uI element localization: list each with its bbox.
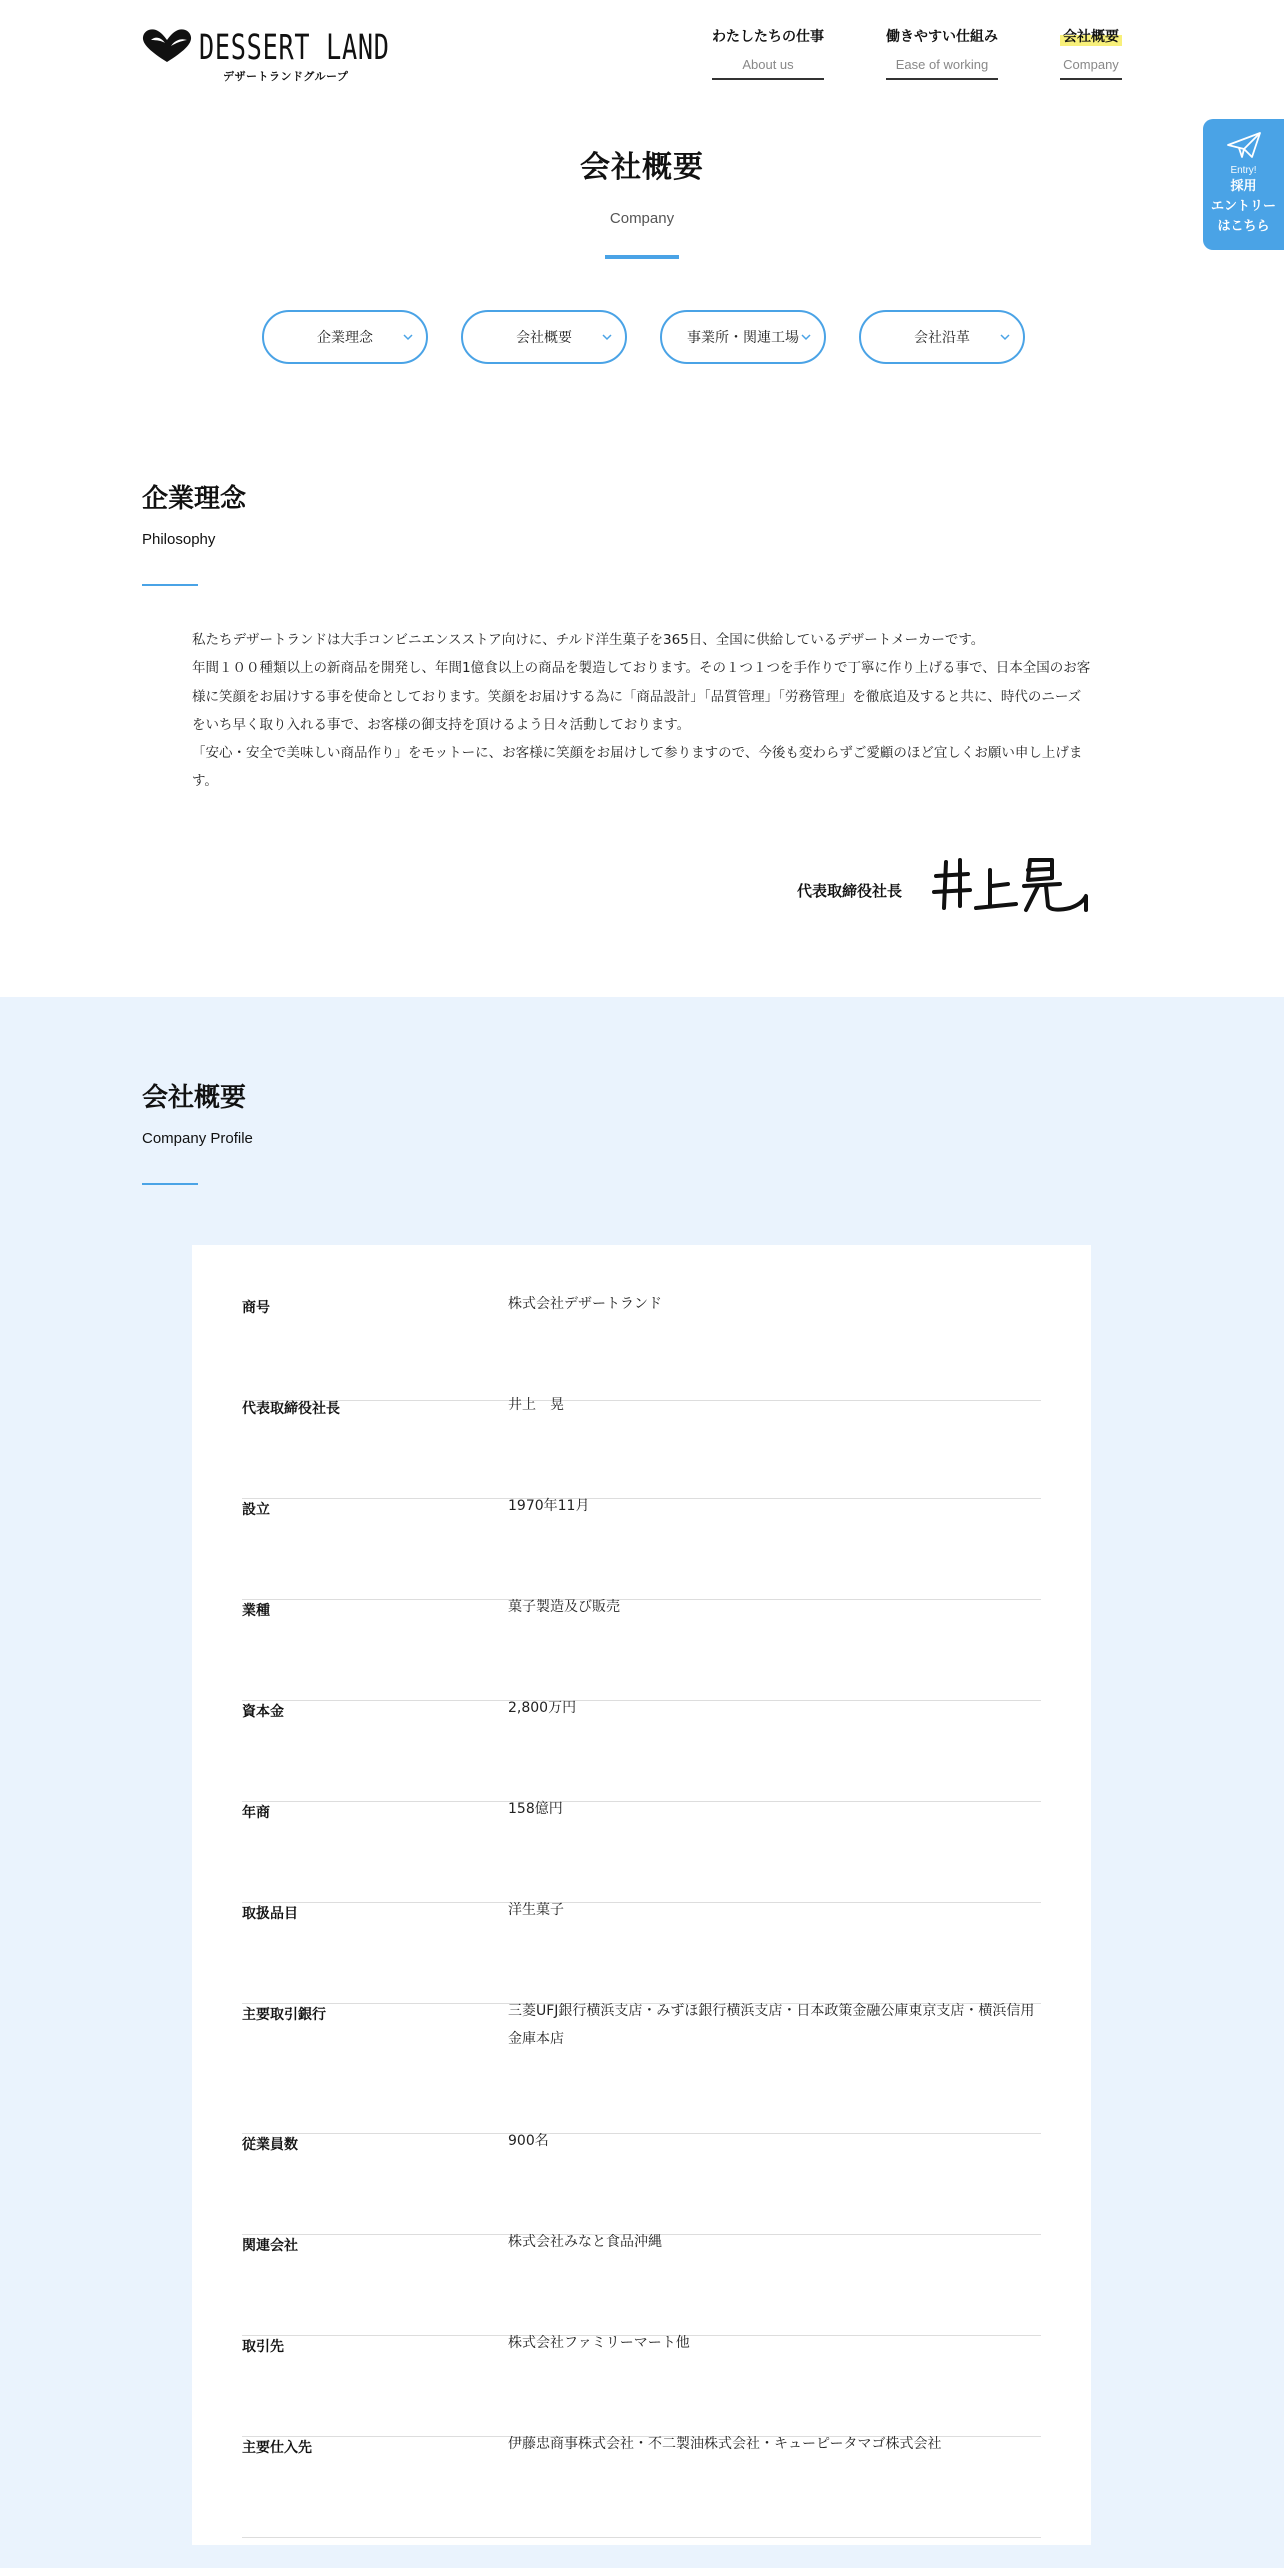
table-row bbox=[242, 1701, 1041, 1802]
row-value: 株式会社ファミリーマート他 bbox=[508, 2335, 690, 2351]
chevron-down-icon bbox=[601, 329, 613, 345]
philosophy-paragraph: 私たちデザートランドは大手コンビニエンスストア向けに、チルド洋生菓子を365日、全国に供給しているデザートメーカーです。 bbox=[192, 632, 985, 648]
row-value: 2,800万円 bbox=[508, 1700, 577, 1716]
row-value: 1970年11月 bbox=[508, 1498, 590, 1514]
tab-label: 会社沿革 bbox=[914, 330, 970, 346]
site-logo[interactable] bbox=[141, 28, 390, 88]
nav-item-ease-of-working[interactable] bbox=[886, 26, 998, 80]
tab-label: 会社概要 bbox=[516, 330, 572, 346]
tab-philosophy[interactable] bbox=[262, 310, 428, 364]
philosophy-text bbox=[192, 626, 1092, 796]
chevron-down-icon bbox=[999, 329, 1011, 345]
logo-subtitle: デザートランドグループ bbox=[223, 70, 349, 83]
row-value: 株式会社デザートランド bbox=[508, 1296, 662, 1312]
row-label: 主要取引銀行 bbox=[242, 2007, 326, 2023]
entry-label-line2: エントリー bbox=[1210, 199, 1276, 214]
entry-label-line1: 採用 bbox=[1230, 179, 1257, 194]
signature-image bbox=[930, 848, 1095, 918]
table-row bbox=[242, 1297, 1041, 1401]
row-value: 菓子製造及び販売 bbox=[508, 1599, 620, 1615]
nav-item-label: わたしたちの仕事 bbox=[712, 29, 824, 45]
row-label: 資本金 bbox=[242, 1704, 284, 1720]
title-underline bbox=[605, 255, 679, 259]
row-value: 株式会社みなと食品沖縄 bbox=[508, 2234, 662, 2250]
philosophy-paragraph: 年間１００種類以上の新商品を開発し、年間1億食以上の商品を製造しております。その１つ１つを手作りで丁寧に作り上げる事で、日本全国のお客様に笑顔をお届けする事を使命としております。笑顔をお届けする為に「商品設計」「品質管理」「労務管理」を徹底追及すると共に、時代のニーズをいち早く取り入れる事で、お客様の御支持を頂けるよう日々活動しております。 bbox=[192, 660, 1091, 733]
table-row bbox=[242, 1499, 1041, 1600]
page-subtitle: Company bbox=[609, 210, 675, 227]
nav-item-sublabel: Company bbox=[1063, 57, 1119, 72]
nav-item-label: 働きやすい仕組み bbox=[886, 29, 998, 45]
table-row bbox=[242, 2134, 1041, 2235]
table-row bbox=[242, 1802, 1041, 1903]
nav-item-sublabel: About us bbox=[742, 57, 794, 72]
table-row bbox=[242, 2235, 1041, 2336]
philosophy-heading: 企業理念 bbox=[142, 484, 247, 514]
table-row bbox=[242, 1398, 1041, 1499]
row-label: 取扱品目 bbox=[242, 1906, 298, 1922]
profile-underline bbox=[142, 1183, 198, 1185]
entry-label-line3: はこちら bbox=[1217, 219, 1270, 234]
page-title: 会社概要 bbox=[580, 150, 704, 185]
profile-heading: 会社概要 bbox=[142, 1083, 247, 1113]
table-row bbox=[242, 1600, 1041, 1701]
philosophy-paragraph: 「安心・安全で美味しい商品作り」をモットーに、お客様に笑顔をお届けして参りますので、今後も変わらずご愛顧のほど宜しくお願い申し上げます。 bbox=[192, 745, 1083, 790]
row-label: 取引先 bbox=[242, 2339, 284, 2355]
site-header bbox=[0, 0, 1284, 100]
row-label: 関連会社 bbox=[242, 2238, 298, 2254]
table-row bbox=[242, 2004, 1041, 2134]
tab-company-profile[interactable] bbox=[461, 310, 627, 364]
profile-subheading: Company Profile bbox=[142, 1130, 253, 1147]
row-label: 業種 bbox=[242, 1603, 270, 1619]
tab-label: 事業所・関連工場 bbox=[687, 330, 799, 346]
philosophy-underline bbox=[142, 584, 198, 586]
nav-item-label: 会社概要 bbox=[1060, 26, 1122, 46]
row-label: 代表取締役社長 bbox=[242, 1401, 340, 1417]
row-label: 商号 bbox=[242, 1300, 270, 1316]
table-row bbox=[242, 1903, 1041, 2004]
nav-item-about[interactable] bbox=[712, 26, 824, 80]
tab-history[interactable] bbox=[859, 310, 1025, 364]
row-value: 158億円 bbox=[508, 1801, 563, 1817]
signature-title: 代表取締役社長 bbox=[797, 882, 903, 900]
philosophy-subheading: Philosophy bbox=[142, 531, 216, 548]
entry-en-label: Entry! bbox=[1230, 165, 1257, 176]
table-row bbox=[242, 2336, 1041, 2437]
section-tabs bbox=[262, 310, 1025, 364]
row-value: 900名 bbox=[508, 2133, 549, 2149]
logo-text: DESSERT LAND bbox=[199, 28, 390, 68]
row-value: 伊藤忠商事株式会社・不二製油株式会社・キューピータマゴ株式会社 bbox=[508, 2436, 942, 2452]
row-label: 従業員数 bbox=[242, 2137, 298, 2153]
row-value: 三菱UFJ銀行横浜支店・みずほ銀行横浜支店・日本政策金融公庫東京支店・横浜信用金庫本店 bbox=[508, 2003, 1035, 2047]
chevron-down-icon bbox=[402, 329, 414, 345]
chevron-down-icon bbox=[800, 329, 812, 345]
row-label: 年商 bbox=[242, 1805, 270, 1821]
row-value: 洋生菓子 bbox=[508, 1902, 564, 1918]
heart-logo-icon bbox=[141, 28, 193, 64]
tab-offices[interactable] bbox=[660, 310, 826, 364]
table-row bbox=[242, 2437, 1041, 2538]
tab-label: 企業理念 bbox=[317, 330, 373, 346]
nav-item-company[interactable] bbox=[1060, 26, 1122, 80]
nav-item-sublabel: Ease of working bbox=[895, 57, 989, 72]
profile-table bbox=[192, 1245, 1091, 2545]
row-value: 井上 晃 bbox=[508, 1397, 564, 1413]
row-label: 設立 bbox=[242, 1502, 270, 1518]
global-nav bbox=[712, 26, 1122, 80]
row-label: 主要仕入先 bbox=[242, 2440, 312, 2456]
